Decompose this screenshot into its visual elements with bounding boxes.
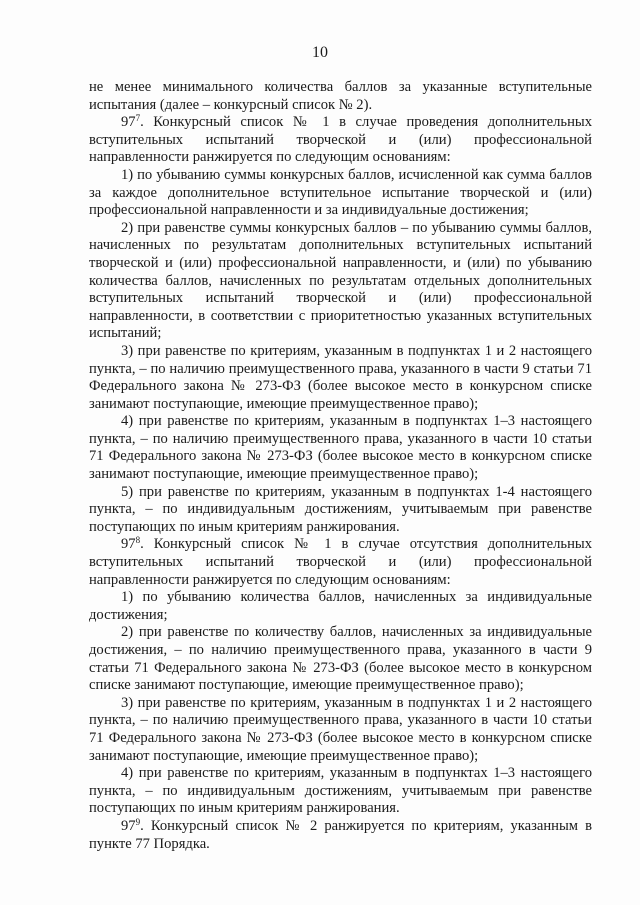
document-body	[89, 79, 592, 853]
paragraph-item-4: 4) при равенстве по критериям, указанным в подпунктах 1–3 настоящего пункта, – по наличию преимущественного права, указанного в части 10 статьи 71 Федерального закона № 273-ФЗ (более высокое место в конкурсном списке занимают поступающие, имеющие преимущественное право);	[89, 413, 592, 483]
paragraph-clause-97-7	[89, 114, 592, 167]
paragraph-item-5: 5) при равенстве по критериям, указанным в подпунктах 1-4 настоящего пункта, – по индивидуальным достижениям, учитываемым при равенстве поступающих по иным критериям ранжирования.	[89, 483, 592, 535]
clause-text: . Конкурсный список № 2 ранжируется по критериям, указанным в пункте 77 Порядка.	[89, 817, 592, 852]
clause-text: . Конкурсный список № 1 в случае проведения дополнительных вступительных испытаний творческой и (или) профессиональной направленности ранжируется по следующим основаниям:	[89, 114, 592, 166]
paragraph-item-2: 2) при равенстве суммы конкурсных баллов – по убыванию суммы баллов, начисленных по результатам дополнительных вступительных испытаний творческой и (или) профессиональной направленности, и (или) по убыванию количества баллов, начисленных по результатам отдельных дополнительных вступительных испытаний творческой и (или) профессиональной направленности, в соответствии с приоритетностью указанных вступительных испытаний;	[89, 219, 592, 342]
clause-number: 97	[121, 817, 136, 834]
clause-superscript: 7	[135, 113, 141, 124]
paragraph-item-1: 1) по убыванию количества баллов, начисленных за индивидуальные достижения;	[89, 589, 592, 623]
page-number: 10	[312, 44, 328, 61]
paragraph-item-4: 4) при равенстве по критериям, указанным в подпунктах 1–3 настоящего пункта, – по индивидуальным достижениям, учитываемым при равенстве поступающих по иным критериям ранжирования.	[89, 765, 592, 817]
clause-superscript: 8	[135, 535, 141, 546]
paragraph-item-2: 2) при равенстве по количеству баллов, начисленных за индивидуальные достижения, – по наличию преимущественного права, указанного в части 9 статьи 71 Федерального закона № 273-ФЗ (более высокое место в конкурсном списке занимают поступающие, имеющие преимущественное право);	[89, 624, 592, 694]
paragraph-clause-97-9	[89, 818, 592, 853]
clause-number: 97	[121, 114, 136, 131]
paragraph-clause-97-8	[89, 536, 592, 589]
paragraph-item-3: 3) при равенстве по критериям, указанным в подпунктах 1 и 2 настоящего пункта, – по наличию преимущественного права, указанного в части 10 статьи 71 Федерального закона № 273-ФЗ (более высокое место в конкурсном списке занимают поступающие, имеющие преимущественное право);	[89, 694, 592, 764]
clause-number: 97	[121, 536, 136, 553]
clause-superscript: 9	[135, 816, 141, 827]
paragraph-item-3: 3) при равенстве по критериям, указанным в подпунктах 1 и 2 настоящего пункта, – по наличию преимущественного права, указанного в части 9 статьи 71 Федерального закона № 273-ФЗ (более высокое место в конкурсном списке занимают поступающие, имеющие преимущественное право);	[89, 342, 592, 412]
clause-text: . Конкурсный список № 1 в случае отсутствия дополнительных вступительных испытаний творческой и (или) профессиональной направленности ранжируется по следующим основаниям:	[89, 536, 592, 588]
paragraph-continuation: не менее минимального количества баллов за указанные вступительные испытания (далее – конкурсный список № 2).	[89, 79, 592, 113]
paragraph-item-1: 1) по убыванию суммы конкурсных баллов, исчисленной как сумма баллов за каждое дополнительное вступительное испытание творческой и (или) профессиональной направленности и за индивидуальные достижения;	[89, 166, 592, 219]
